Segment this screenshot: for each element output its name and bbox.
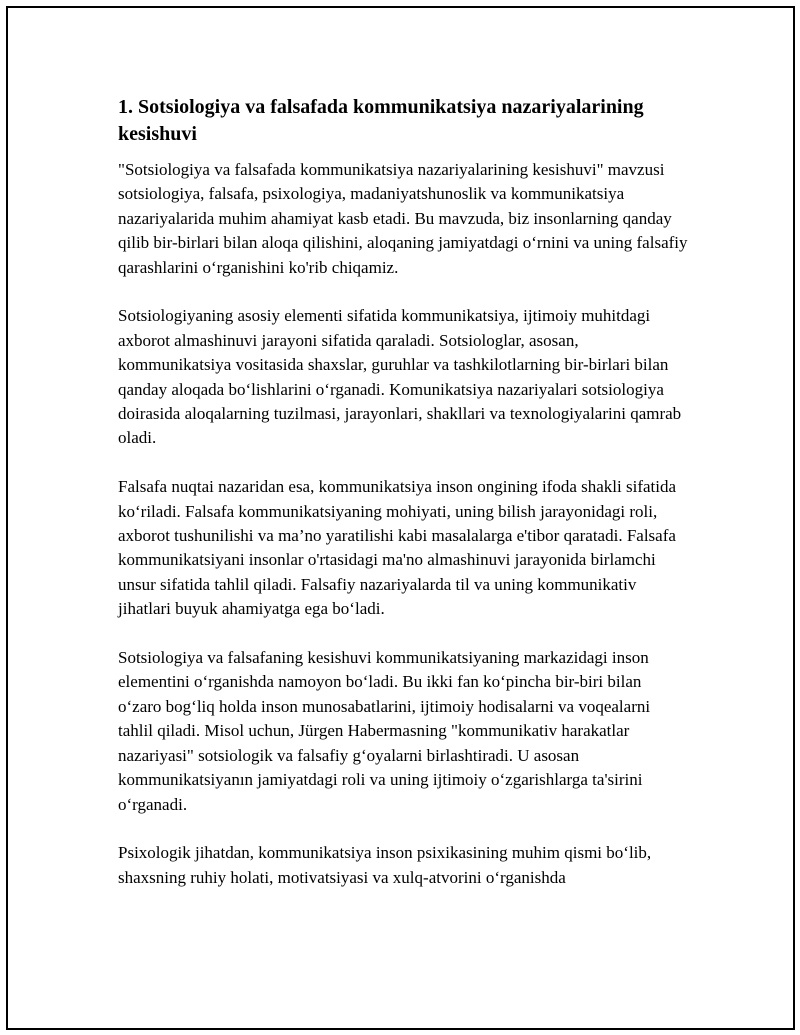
paragraph-5: Psixologik jihatdan, kommunikatsiya inson psixikasining muhim qismi bo‘lib, shaxsning ruhiy holati, motivatsiyasi va xulq-atvorini o‘rganishda (118, 843, 652, 887)
paragraph-1: "Sotsiologiya va falsafada kommunikatsiya nazariyalarining kesishuvi" mavzusi sotsiologiya, falsafa, psixologiya, madaniyatshunoslik va kommunikatsiya nazariyalarida muhim ahamiyat kasb etadi. Bu mavzuda, biz insonlarning qanday qilib bir-birlari bilan aloqa qilishini, aloqaning jamiyatdagi o‘rnini va uning falsafiy qarashlarini o‘rganishini ko'rib chiqamiz. (118, 160, 688, 277)
section-heading: 1. Sotsiologiya va falsafada kommunikatsiya nazariyalarining kesishuvi (118, 96, 644, 145)
paragraph-3: Falsafa nuqtai nazaridan esa, kommunikatsiya inson ongining ifoda shakli sifatida ko‘riladi. Falsafa kommunikatsiyaning mohiyati, uning bilish jarayonidagi roli, axborot tushunilishi va ma’no yaratilishi kabi masalalarga e'tibor qaratadi. Falsafa kommunikatsiyani insonlar o'rtasidagi ma'no almashinuvi jarayonida birlamchi unsur sifatida tahlil qiladi. Falsafiy nazariyalarda til va uning kommunikativ jihatlari buyuk ahamiyatga ega bo‘ladi. (118, 477, 677, 619)
paragraph-4: Sotsiologiya va falsafaning kesishuvi kommunikatsiyaning markazidagi inson elementini o‘rganishda namoyon bo‘ladi. Bu ikki fan ko‘pincha bir-biri bilan o‘zaro bog‘liq holda inson munosabatlarini, ijtimoiy hodisalarni va voqealarni tahlil qiladi. Misol uchun, Jürgen Habermasning "kommunikativ harakatlar nazariyasi" sotsiologik va falsafiy g‘oyalarni birlashtiradi. U asosan kommunikatsiyanın jamiyatdagi roli va uning ijtimoiy o‘zgarishlarga ta'sirini o‘rganadi. (118, 648, 651, 814)
document-body (118, 94, 688, 915)
paragraph-2: Sotsiologiyaning asosiy elementi sifatida kommunikatsiya, ijtimoiy muhitdagi axborot almashinuvi jarayoni sifatida qaraladi. Sotsiologlar, asosan, kommunikatsiya vositasida shaxslar, guruhlar va tashkilotlarning bir-birlari bilan qanday aloqada bo‘lishlarini o‘rganadi. Komunikatsiya nazariyalari sotsiologiya doirasida aloqalarning tuzilmasi, jarayonlari, shakllari va texnologiyalarini qamrab oladi. (118, 306, 682, 448)
